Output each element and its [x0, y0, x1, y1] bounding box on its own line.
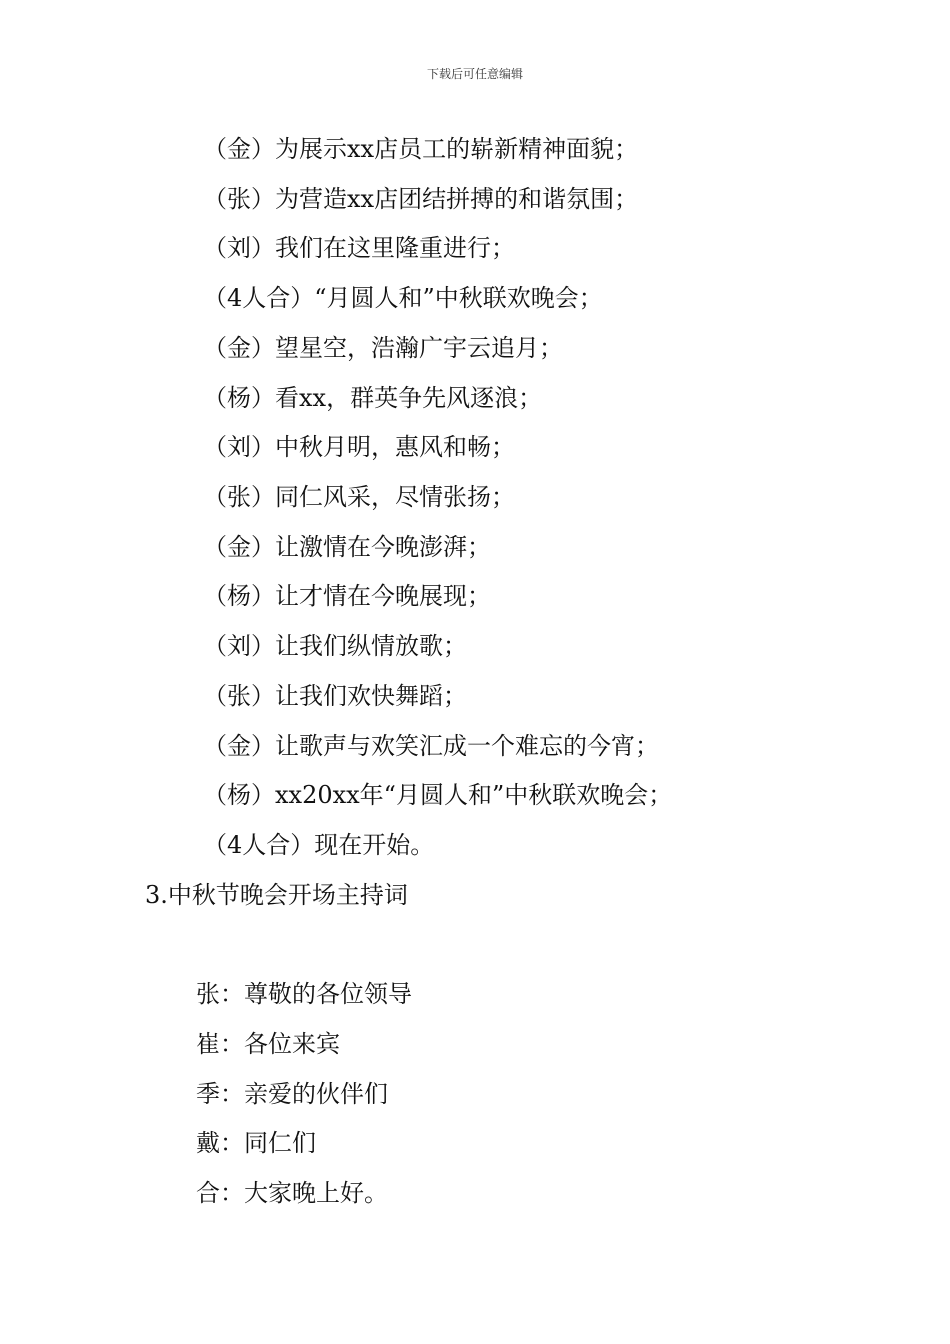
page-header: 下载后可任意编辑: [426, 67, 523, 81]
dialogue-line: 季：亲爱的伙伴们: [196, 1080, 388, 1108]
dialogue-line: （刘）我们在这里隆重进行；: [203, 234, 515, 262]
dialogue-line: （张）让我们欢快舞蹈；: [203, 682, 467, 710]
dialogue-line: （张）同仁风采，尽情张扬；: [203, 483, 515, 511]
dialogue-line: （金）望星空，浩瀚广宇云追月；: [203, 334, 563, 362]
dialogue-line: 张：尊敬的各位领导: [196, 980, 412, 1008]
dialogue-line: 戴：同仁们: [196, 1129, 316, 1157]
dialogue-line: （刘）让我们纵情放歌；: [203, 632, 467, 660]
dialogue-line: 合：大家晚上好。: [196, 1179, 388, 1207]
dialogue-line: （杨）让才情在今晚展现；: [203, 582, 491, 610]
dialogue-line: （4人合）“月圆人和”中秋联欢晚会；: [203, 284, 603, 312]
dialogue-line: （杨）看xx，群英争先风逐浪；: [203, 384, 543, 412]
dialogue-line: （张）为营造xx店团结拼搏的和谐氛围；: [203, 185, 639, 213]
dialogue-line: 崔：各位来宾: [196, 1030, 340, 1058]
section-heading: 3.中秋节晚会开场主持词: [145, 881, 408, 909]
dialogue-line: （刘）中秋月明，惠风和畅；: [203, 433, 515, 461]
dialogue-line: （金）让激情在今晚澎湃；: [203, 533, 491, 561]
dialogue-line: （4人合）现在开始。: [203, 831, 435, 859]
dialogue-line: （金）让歌声与欢笑汇成一个难忘的今宵；: [203, 732, 659, 760]
dialogue-line: （金）为展示xx店员工的崭新精神面貌；: [203, 135, 639, 163]
dialogue-line: （杨）xx20xx年“月圆人和”中秋联欢晚会；: [203, 781, 673, 809]
